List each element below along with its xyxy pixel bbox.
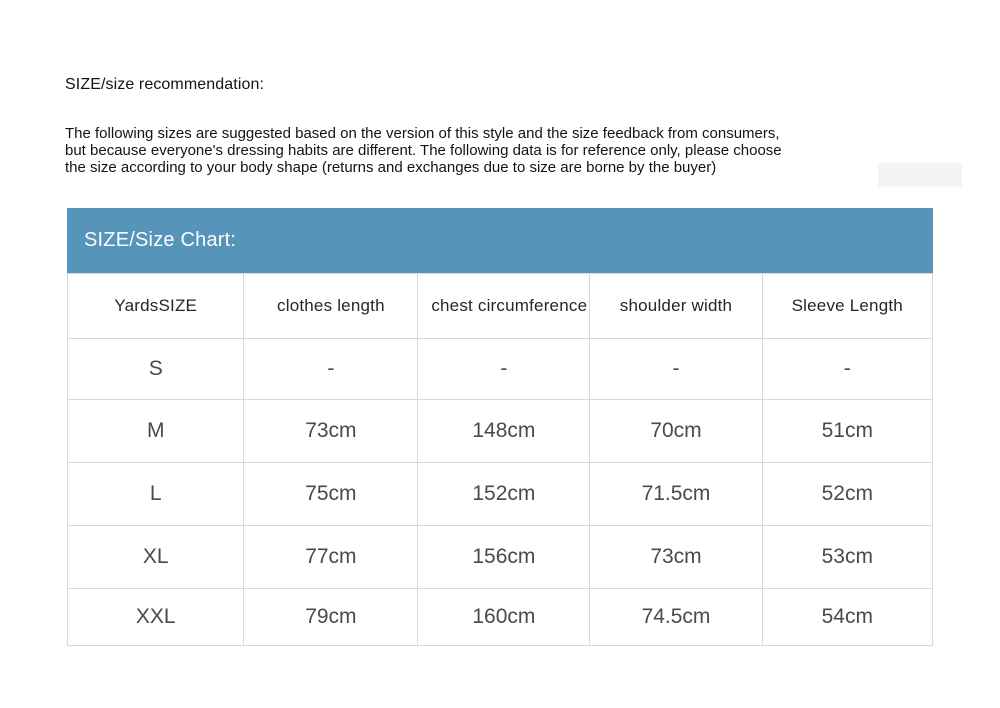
column-header-clothes-length: clothes length <box>244 274 418 339</box>
table-row <box>68 339 933 400</box>
value-cell: - <box>762 339 932 400</box>
value-cell: - <box>244 339 418 400</box>
value-cell: 71.5cm <box>590 463 762 526</box>
value-cell: 160cm <box>418 589 590 646</box>
value-cell: 73cm <box>244 400 418 463</box>
page-title: SIZE/size recommendation: <box>65 76 265 93</box>
value-cell: 79cm <box>244 589 418 646</box>
size-cell: XL <box>68 526 244 589</box>
table-row <box>68 589 933 646</box>
value-cell: - <box>590 339 762 400</box>
value-cell: 51cm <box>762 400 932 463</box>
size-cell: L <box>68 463 244 526</box>
column-header-chest-circumference: chest circumference <box>418 274 590 339</box>
size-chart-banner <box>67 208 933 273</box>
value-cell: 75cm <box>244 463 418 526</box>
size-chart-banner-title: SIZE/Size Chart: <box>84 229 237 251</box>
value-cell: 74.5cm <box>590 589 762 646</box>
size-chart-table <box>67 273 933 646</box>
value-cell: 77cm <box>244 526 418 589</box>
value-cell: 53cm <box>762 526 932 589</box>
column-header-shoulder-width: shoulder width <box>590 274 762 339</box>
size-chart-section <box>67 208 933 646</box>
value-cell: 70cm <box>590 400 762 463</box>
description-line: the size according to your body shape (returns and exchanges due to size are borne by the buyer) <box>65 159 717 176</box>
value-cell: 152cm <box>418 463 590 526</box>
value-cell: 52cm <box>762 463 932 526</box>
description-line: The following sizes are suggested based on the version of this style and the size feedback from consumers, <box>65 125 780 142</box>
value-cell: 54cm <box>762 589 932 646</box>
value-cell: 148cm <box>418 400 590 463</box>
column-header-size: YardsSIZE <box>68 274 244 339</box>
table-row <box>68 463 933 526</box>
table-row <box>68 400 933 463</box>
table-row <box>68 526 933 589</box>
value-cell: - <box>418 339 590 400</box>
size-recommendation-text <box>65 125 945 176</box>
size-cell: M <box>68 400 244 463</box>
value-cell: 156cm <box>418 526 590 589</box>
value-cell: 73cm <box>590 526 762 589</box>
column-header-sleeve-length: Sleeve Length <box>762 274 932 339</box>
size-cell: S <box>68 339 244 400</box>
size-cell: XXL <box>68 589 244 646</box>
table-header-row <box>68 274 933 339</box>
description-line: but because everyone's dressing habits are different. The following data is for reference only, please choose <box>65 142 782 159</box>
watermark-remnant <box>878 163 962 187</box>
